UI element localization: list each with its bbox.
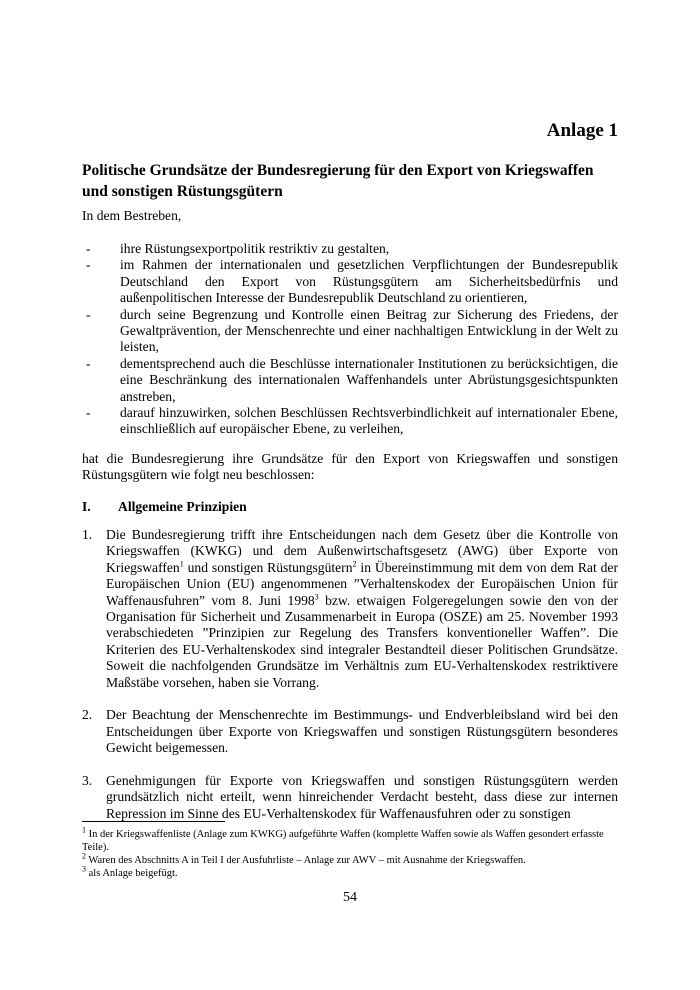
- dash-marker: -: [86, 257, 91, 273]
- footnote-mark: 1: [82, 825, 86, 835]
- section-title: Allgemeine Prinzipien: [118, 499, 247, 514]
- aim-item: [82, 241, 618, 257]
- page-number: 54: [343, 890, 357, 905]
- principle-item: [82, 707, 618, 756]
- footnote-text: Waren des Abschnitts A in Teil I der Ausfuhrliste – Anlage zur AWV – mit Ausnahme der Kriegswaffen.: [86, 855, 526, 866]
- principle-text-part: in Übereinstimmung mit dem von dem Rat der Europäischen Union (EU) angenommenen ”Verhaltenskodex der Europäischen Union für Waffenausfuhren” vom 8. Juni 1998: [106, 559, 618, 608]
- aim-item: [82, 405, 618, 438]
- footnote: [82, 825, 618, 854]
- principles-list: [82, 527, 618, 839]
- principle-text: Der Beachtung der Menschenrechte im Bestimmungs- und Endverbleibsland wird bei den Entscheidungen über Exporte von Kriegswaffen und sonstigen Rüstungsgütern besonderes Gewicht beigemessen.: [106, 707, 618, 756]
- aim-item: [82, 356, 618, 405]
- document-title: Politische Grundsätze der Bundesregierung für den Export von Kriegswaffen und sonstigen Rüstungsgütern: [82, 162, 594, 200]
- footnote-mark: 2: [82, 851, 86, 861]
- footnote-text: In der Kriegswaffenliste (Anlage zum KWKG) aufgeführte Waffen (komplette Waffen sowie als Waffen gesondert erfasste Teile).: [82, 829, 604, 853]
- dash-marker: -: [86, 355, 91, 371]
- principle-text: Genehmigungen für Exporte von Kriegswaffen und sonstigen Rüstungsgütern werden grundsätzlich nicht erteilt, wenn hinreichender Verdacht besteht, dass diese zur internen Repression im Sinne des EU-Verhaltenskodex für Waffenausfuhren oder zu sonstigen: [106, 773, 618, 821]
- aim-text: darauf hinzuwirken, solchen Beschlüssen Rechtsverbindlichkeit auf internationaler Ebene, einschließlich auf europäischer Ebene, zu verleihen,: [120, 405, 618, 437]
- footnote-ref: 3: [314, 592, 319, 602]
- dash-marker: -: [86, 241, 91, 256]
- section-number: I.: [82, 499, 91, 514]
- footnote: [82, 851, 618, 867]
- principle-text-part: Die Bundesregierung trifft ihre Entscheidungen nach dem Gesetz über die Kontrolle von Kriegswaffen (KWKG) und dem Außenwirtschaftsgesetz (AWG) über Exporte von Kriegswaffen: [106, 527, 618, 575]
- footnote-mark: 3: [82, 864, 86, 874]
- aim-text: ihre Rüstungsexportpolitik restriktiv zu gestalten,: [120, 241, 390, 256]
- section-heading: [82, 499, 247, 515]
- resolution-text: hat die Bundesregierung ihre Grundsätze für den Export von Kriegswaffen und sonstigen Rüstungsgütern wie folgt neu beschlossen:: [82, 451, 618, 483]
- annex-heading: Anlage 1: [546, 120, 618, 141]
- aims-list: [82, 241, 618, 438]
- footnote-ref: 1: [179, 559, 184, 569]
- principle-item: [82, 527, 618, 691]
- aim-item: [82, 307, 618, 356]
- principle-item: [82, 773, 618, 822]
- dash-marker: -: [86, 405, 91, 421]
- footnote-ref: 2: [352, 559, 357, 569]
- aim-item: [82, 257, 618, 306]
- footnote-divider: [82, 821, 225, 822]
- footnote: [82, 864, 618, 880]
- principle-number: 2.: [82, 707, 93, 723]
- principle-text-part: bzw. etwaigen Folgeregelungen sowie den von der Organisation für Sicherheit und Zusammenarbeit in Europa (OSZE) am 25. November 1993 verabschiedeten ”Prinzipien zur Regelung des Transfers konventioneller Waffen”. Die Kriterien des EU-Verhaltenskodex sind integraler Bestandteil dieser Politischen Grundsätze. Soweit die nachfolgenden Grundsätze im Verhältnis zum EU-Verhaltenskodex restriktivere Maßstäbe vorsehen, haben sie Vorrang.: [106, 592, 618, 690]
- document-page: [82, 0, 618, 990]
- principle-text-part: und sonstigen Rüstungsgütern: [183, 559, 353, 575]
- dash-marker: -: [86, 306, 91, 322]
- aim-text: durch seine Begrenzung und Kontrolle einen Beitrag zur Sicherung des Friedens, der Gewaltprävention, der Menschenrechte und einer nachhaltigen Entwicklung in der Welt zu leisten,: [120, 306, 618, 355]
- aim-text: dementsprechend auch die Beschlüsse internationaler Institutionen zu berücksichtigen, die eine Beschränkung des internationalen Waffenhandels unter Abrüstungsgesichtspunkten anstreben,: [120, 355, 618, 404]
- principle-number: 1.: [82, 527, 93, 542]
- footnotes: [82, 825, 618, 880]
- footnote-text: als Anlage beigefügt.: [86, 868, 178, 879]
- principle-number: 3.: [82, 773, 93, 789]
- aim-text: im Rahmen der internationalen und gesetzlichen Verpflichtungen der Bundesrepublik Deutschland den Export von Rüstungsgütern am Sicherheitsbedürfnis und außenpolitischen Interesse der Bundesrepublik Deutschland zu orientieren,: [120, 257, 618, 306]
- intro-text: In dem Bestreben,: [82, 208, 182, 223]
